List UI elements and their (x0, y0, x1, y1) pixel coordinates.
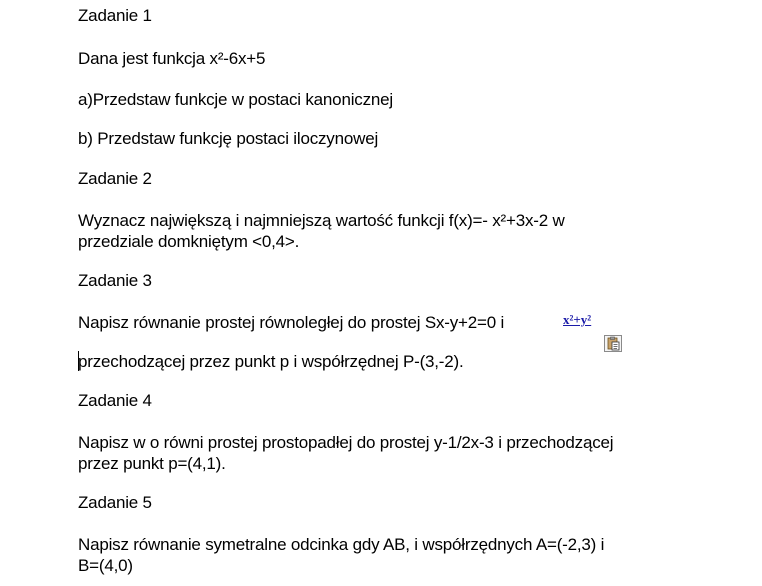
task-1a-text: a)Przedstaw funkcje w postaci kanonicznej (78, 90, 393, 109)
task-1-text: Dana jest funkcja x²-6x+5 (78, 49, 266, 68)
heading-zadanie-3: Zadanie 3 (78, 271, 152, 290)
task-5-text-line-2: B=(4,0) (78, 556, 133, 575)
heading-zadanie-1: Zadanie 1 (78, 6, 152, 25)
task-3-text-line-2: przechodzącej przez punkt p i współrzędnej P-(3,-2). (78, 352, 464, 371)
task-4-text-line-2: przez punkt p=(4,1). (78, 454, 226, 473)
task-5-text-line-1: Napisz równanie symetralne odcinka gdy AB, i współrzędnych A=(-2,3) i (78, 535, 605, 554)
heading-zadanie-2: Zadanie 2 (78, 169, 152, 188)
heading-zadanie-5: Zadanie 5 (78, 493, 152, 512)
task-2-text-line-1: Wyznacz największą i najmniejszą wartość funkcji f(x)=- x²+3x-2 w (78, 211, 565, 230)
task-1b-text: b) Przedstaw funkcję postaci iloczynowej (78, 129, 379, 148)
task-3-text-line-1: Napisz równanie prostej równoległej do prostej Sx-y+2=0 i (78, 313, 505, 332)
equation-object-link[interactable]: x²+y² (563, 312, 592, 327)
paste-options-icon[interactable] (604, 335, 622, 352)
task-2-text-line-2: przedziale domkniętym <0,4>. (78, 232, 300, 251)
heading-zadanie-4: Zadanie 4 (78, 391, 152, 410)
task-4-text-line-1: Napisz w o równi prostej prostopadłej do prostej y-1/2x-3 i przechodzącej (78, 433, 614, 452)
